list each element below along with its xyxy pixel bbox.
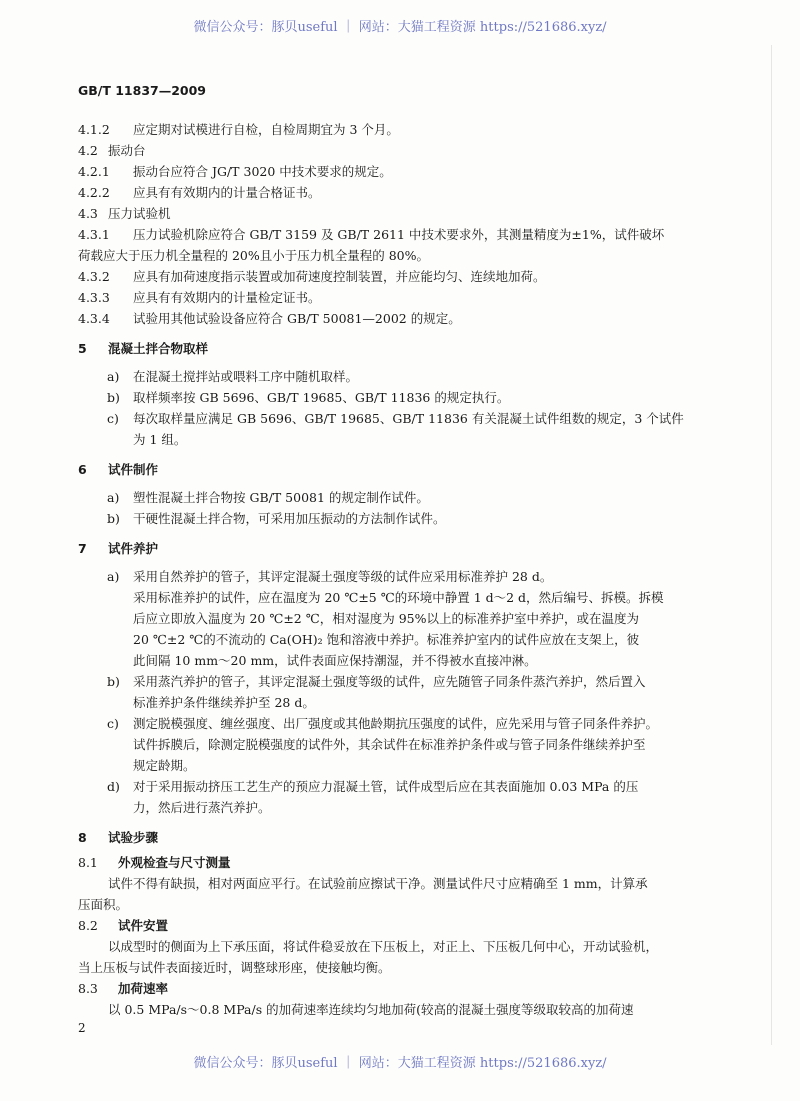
heading-number: 4.2 xyxy=(78,143,98,158)
clause-text: 应具有加荷速度指示装置或加荷速度控制装置，并应能均匀、连续地加荷。 xyxy=(133,269,546,284)
watermark-top: 微信公众号：豚贝useful ｜ 网站：大猫工程资源 https://521686.xyz/ xyxy=(193,20,607,35)
clause-text: 应定期对试模进行自检，自检周期宜为 3 个月。 xyxy=(133,122,399,137)
list-marker: b) xyxy=(107,674,120,689)
list-marker: b) xyxy=(107,390,120,405)
list-marker: d) xyxy=(107,779,120,794)
clause-number: 4.3.2 xyxy=(78,269,110,284)
clause-text: 应具有有效期内的计量检定证书。 xyxy=(133,290,321,305)
heading-number: 4.3 xyxy=(78,206,98,221)
heading-number: 8.1 xyxy=(78,855,98,870)
clause-text: 压力试验机除应符合 GB/T 3159 及 GB/T 2611 中技术要求外，其测量精度为±1%，试件破坏 xyxy=(133,227,665,242)
list-item-text: 20 ℃±2 ℃的不流动的 Ca(OH)₂ 饱和溶液中养护。标准养护室内的试件应放在支架上，彼 xyxy=(133,632,640,647)
list-marker: a) xyxy=(107,490,120,505)
standard-number: GB/T 11837—2009 xyxy=(78,83,207,98)
paragraph-continuation: 当上压板与试件表面接近时，调整球形座，使接触均衡。 xyxy=(78,960,391,975)
list-item-text: 力，然后进行蒸汽养护。 xyxy=(133,800,271,815)
section-heading xyxy=(78,462,158,478)
clause-number: 4.2.1 xyxy=(78,164,110,179)
scan-edge-line xyxy=(771,45,772,1045)
heading-number: 8.2 xyxy=(78,918,98,933)
heading-number: 6 xyxy=(78,462,87,477)
list-marker: b) xyxy=(107,511,120,526)
paragraph-text: 试件不得有缺损，相对两面应平行。在试验前应擦试干净。测量试件尺寸应精确至 1 mm，计算承 xyxy=(108,876,648,891)
list-item-text: 试件拆膜后，除测定脱模强度的试件外，其余试件在标准养护条件或与管子同条件继续养护至 xyxy=(133,737,646,752)
list-item-text: 对于采用振动挤压工艺生产的预应力混凝土管，试件成型后应在其表面施加 0.03 MPa 的压 xyxy=(133,779,639,794)
heading-number: 8.3 xyxy=(78,981,98,996)
list-marker: a) xyxy=(107,369,120,384)
list-item-text: 测定脱模强度、缠丝强度、出厂强度或其他龄期抗压强度的试件，应先采用与管子同条件养护。 xyxy=(133,716,659,731)
paragraph-text: 以成型时的侧面为上下承压面，将试件稳妥放在下压板上，对正上、下压板几何中心，开动试验机， xyxy=(108,939,659,954)
clause-text: 应具有有效期内的计量合格证书。 xyxy=(133,185,321,200)
list-item-text: 规定龄期。 xyxy=(133,758,196,773)
heading-text: 外观检查与尺寸测量 xyxy=(118,855,231,870)
subsection-heading xyxy=(78,981,168,997)
subsection-heading xyxy=(78,143,146,159)
list-item-text: 每次取样量应满足 GB 5696、GB/T 19685、GB/T 11836 有关混凝土试件组数的规定，3 个试件 xyxy=(133,411,684,426)
list-item-text: 后应立即放入温度为 20 ℃±2 ℃，相对湿度为 95%以上的标准养护室中养护，或在温度为 xyxy=(133,611,639,626)
section-heading xyxy=(78,341,208,357)
clause-text: 振动台应符合 JG/T 3020 中技术要求的规定。 xyxy=(133,164,392,179)
clause-number: 4.2.2 xyxy=(78,185,110,200)
list-item-text: 标准养护条件继续养护至 28 d。 xyxy=(133,695,315,710)
heading-number: 7 xyxy=(78,541,87,556)
watermark-bottom: 微信公众号：豚贝useful ｜ 网站：大猫工程资源 https://521686.xyz/ xyxy=(193,1056,607,1071)
heading-text: 混凝土拌合物取样 xyxy=(108,341,209,356)
list-item-text: 采用自然养护的管子，其评定混凝土强度等级的试件应采用标准养护 28 d。 xyxy=(133,569,553,584)
list-marker: a) xyxy=(107,569,120,584)
list-item-text: 此间隔 10 mm～20 mm，试件表面应保持潮湿，并不得被水直接冲淋。 xyxy=(133,653,537,668)
list-item-text: 干硬性混凝土拌合物，可采用加压振动的方法制作试件。 xyxy=(133,511,446,526)
list-item-text: 采用蒸汽养护的管子，其评定混凝土强度等级的试件，应先随管子同条件蒸汽养护，然后置入 xyxy=(133,674,646,689)
list-item-text: 为 1 组。 xyxy=(133,432,187,447)
paragraph-continuation: 荷载应大于压力机全量程的 20%且小于压力机全量程的 80%。 xyxy=(78,248,430,263)
list-marker: c) xyxy=(107,411,119,426)
list-item-text: 采用标准养护的试件，应在温度为 20 ℃±5 ℃的环境中静置 1 d～2 d，然后编号、拆模。拆模 xyxy=(133,590,664,605)
clause-number: 4.1.2 xyxy=(78,122,110,137)
heading-number: 8 xyxy=(78,830,87,845)
heading-text: 压力试验机 xyxy=(108,206,171,221)
heading-text: 试件养护 xyxy=(108,541,159,556)
page-number: 2 xyxy=(78,1021,86,1035)
subsection-heading xyxy=(78,206,171,222)
list-item-text: 在混凝土搅拌站或喂料工序中随机取样。 xyxy=(133,369,359,384)
heading-text: 试件制作 xyxy=(108,462,159,477)
subsection-heading xyxy=(78,918,168,934)
clause-number: 4.3.1 xyxy=(78,227,110,242)
section-heading xyxy=(78,541,158,557)
list-marker: c) xyxy=(107,716,119,731)
paragraph-text: 以 0.5 MPa/s～0.8 MPa/s 的加荷速率连续均匀地加荷(较高的混凝土强度等级取较高的加荷速 xyxy=(108,1002,634,1017)
heading-text: 试件安置 xyxy=(118,918,169,933)
heading-text: 加荷速率 xyxy=(118,981,169,996)
clause-number: 4.3.4 xyxy=(78,311,110,326)
heading-text: 振动台 xyxy=(108,143,146,158)
clause-text: 试验用其他试验设备应符合 GB/T 50081—2002 的规定。 xyxy=(133,311,461,326)
list-item-text: 塑性混凝土拌合物按 GB/T 50081 的规定制作试件。 xyxy=(133,490,429,505)
paragraph-continuation: 压面积。 xyxy=(78,897,129,912)
list-item-text: 取样频率按 GB 5696、GB/T 19685、GB/T 11836 的规定执行。 xyxy=(133,390,510,405)
heading-text: 试验步骤 xyxy=(108,830,159,845)
section-heading xyxy=(78,830,158,846)
clause-number: 4.3.3 xyxy=(78,290,110,305)
heading-number: 5 xyxy=(78,341,87,356)
subsection-heading xyxy=(78,855,231,871)
